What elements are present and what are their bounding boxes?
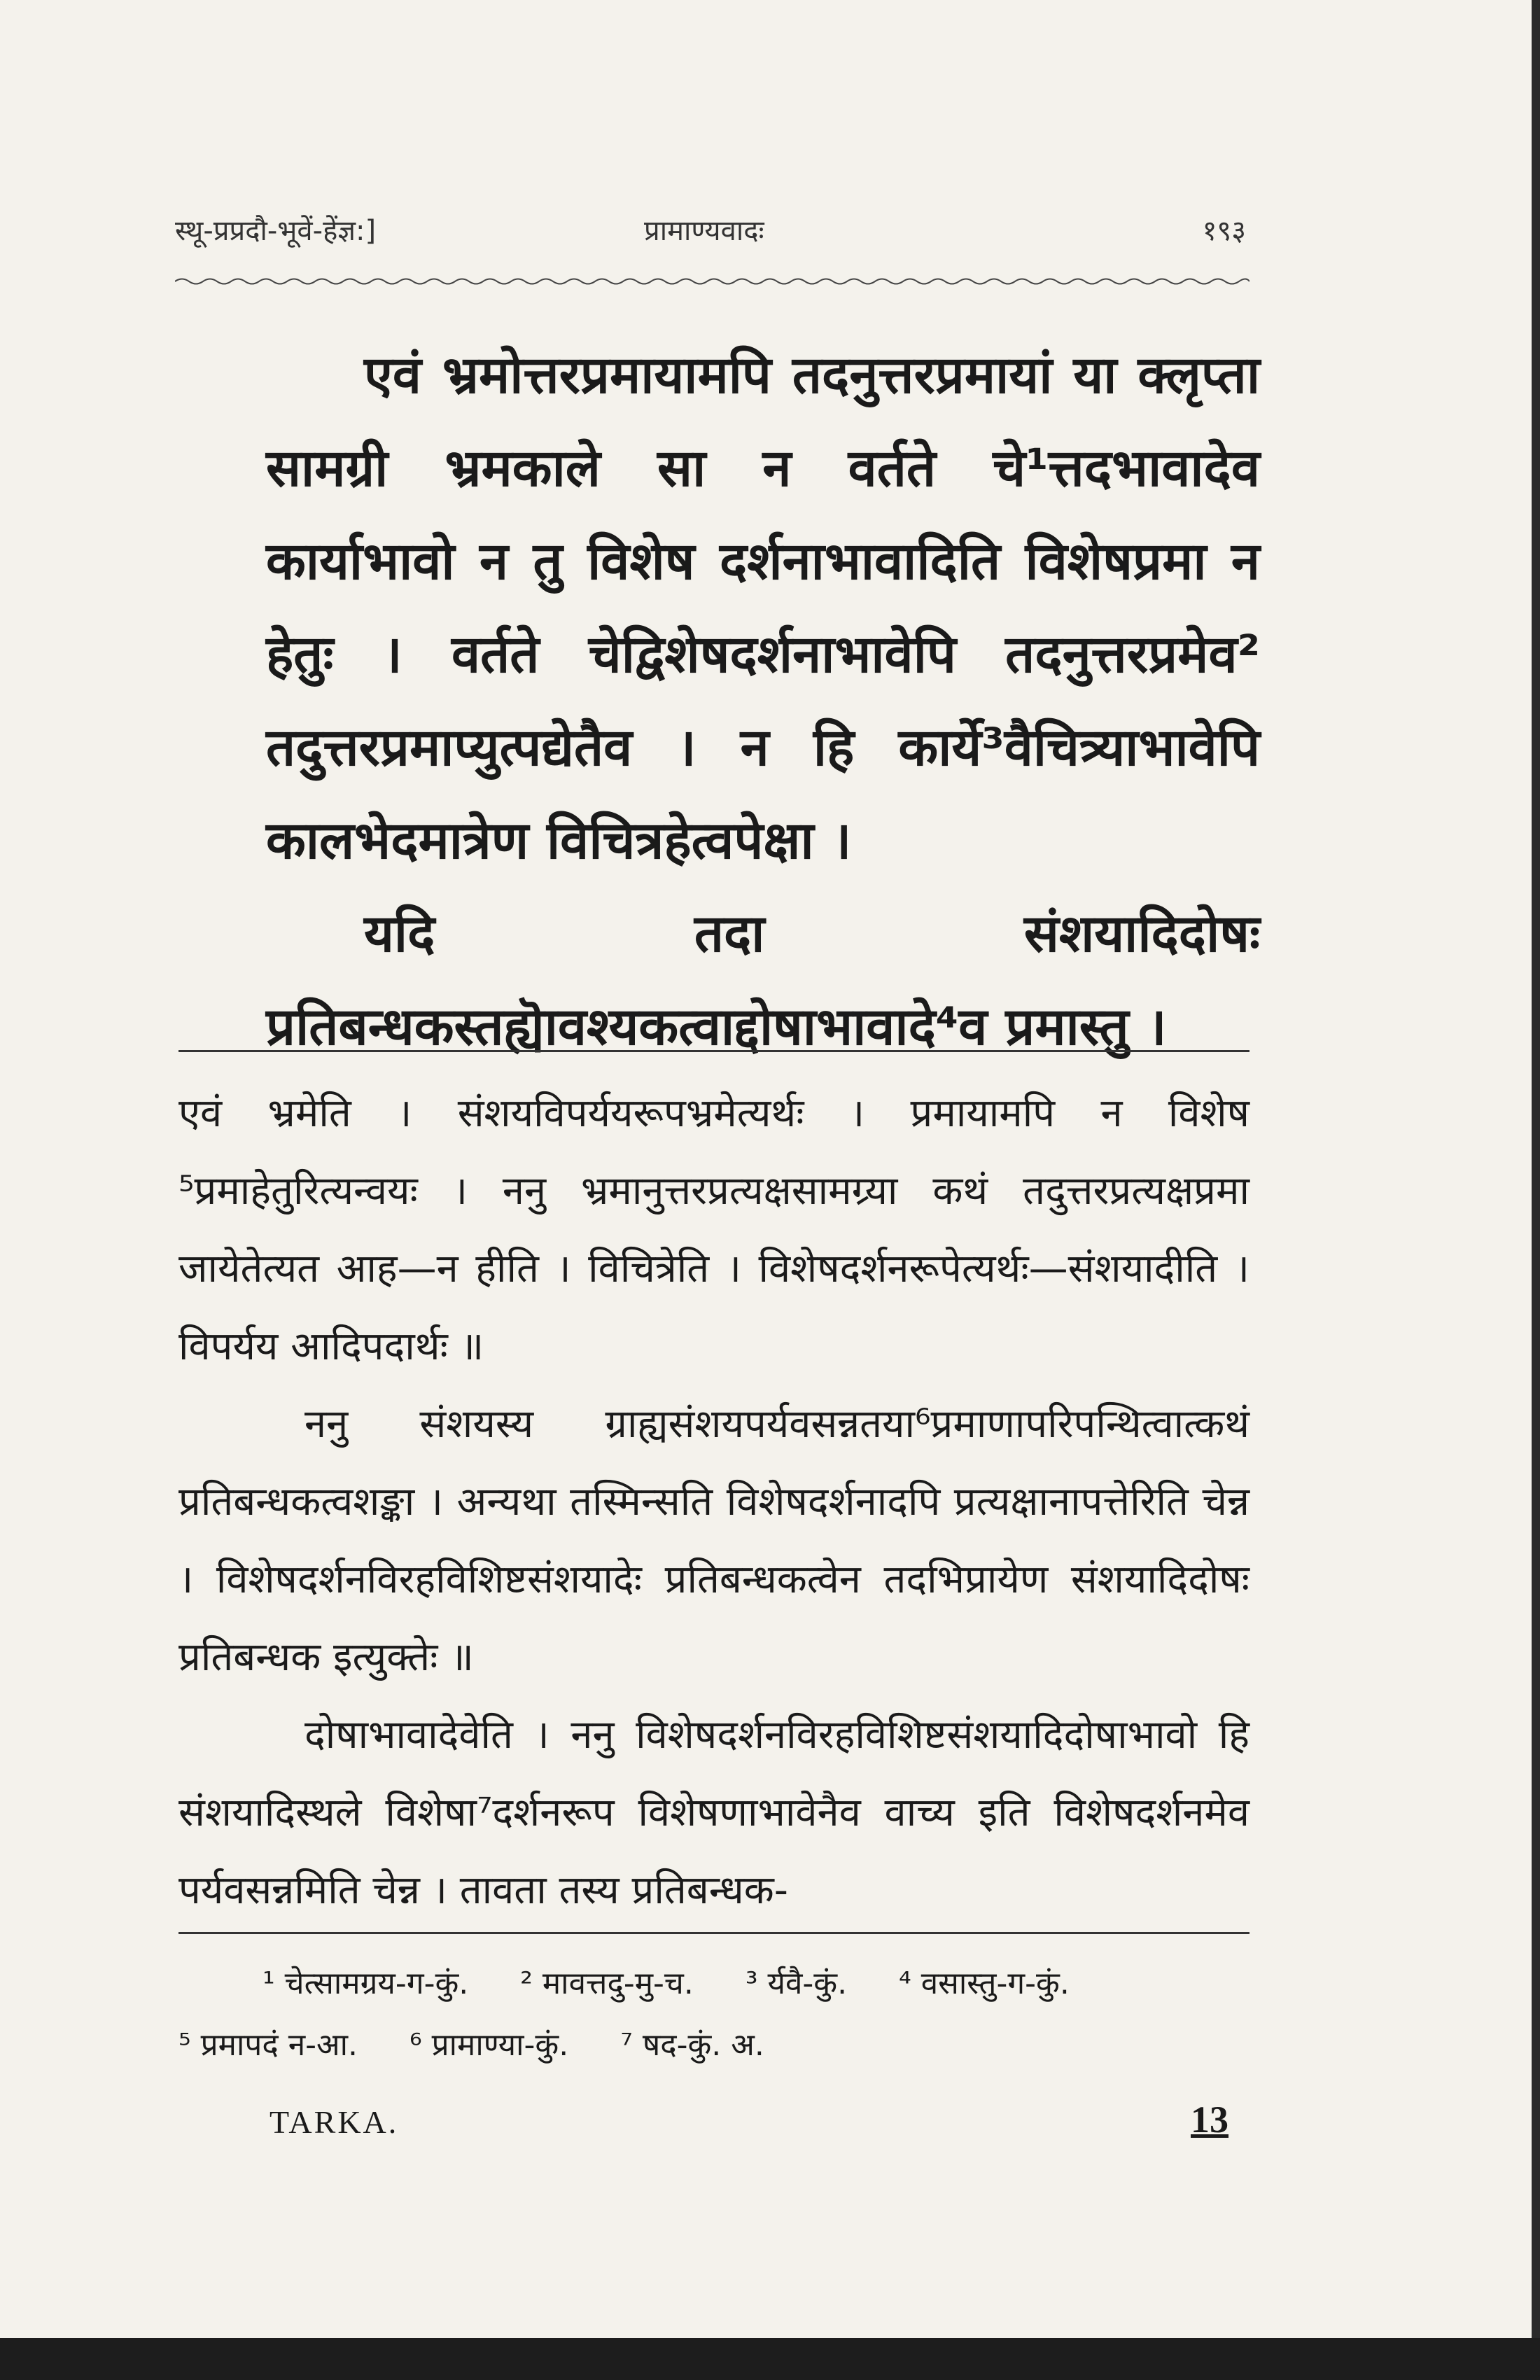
footnote: ⁵ प्रमापदं न-आ. — [178, 2027, 358, 2063]
footnote: ² मावत्तदु-मु-च. — [520, 1966, 694, 2001]
footnote: ⁶ प्रामाण्या-कुं. — [409, 2027, 569, 2063]
header-title: प्रामाण्यवादः — [644, 215, 764, 247]
commentary-paragraph: दोषाभावादेवेति । ननु विशेषदर्शनविरहविशिष्टसंशयादिदोषाभावो हि संशयादिस्थले विशेषा⁷दर्शनरूप विशेषणाभावेनैव वाच्य इति विशेषदर्शनमेव पर्यवसन्नमिति चेन्न । तावता तस्य प्रतिबन्धक- — [178, 1712, 1250, 1913]
header-wavy-rule — [175, 276, 1250, 286]
mula-paragraph: यदि तदा संशयादिदोषः प्रतिबन्धकस्तह्यॆावश्यकत्वाद्दोषाभावादे⁴व प्रमास्तु । — [266, 904, 1260, 1057]
footnote-line — [178, 2015, 1250, 2076]
footnote-divider — [178, 1932, 1250, 1934]
sheet-number: 13 — [1191, 2099, 1228, 2141]
footnote: ⁴ वसास्तु-ग-कुं. — [899, 1966, 1070, 2001]
footnote-line — [178, 1953, 1250, 2015]
commentary-paragraph: एवं भ्रमेति । संशयविपर्ययरूपभ्रमेत्यर्थः । प्रमायामपि न विशेष ⁵प्रमाहेतुरित्यन्वयः । ननु भ्रमानुत्तरप्रत्यक्षसामग्र्या कथं तदुत्तरप्रत्यक्षप्रमा जायेतेत्यत आह—न हीति । विचित्रेति । विशेषदर्शनरूपेत्यर्थः—संशयादीति । विपर्यय आदिपदार्थः ॥ — [178, 1091, 1250, 1369]
page-number: १९३ — [1202, 215, 1246, 247]
mula-text — [266, 329, 1260, 1074]
footnote: ¹ चेत्सामग्रय-ग-कुं. — [262, 1966, 469, 2001]
page-footer — [178, 2099, 1250, 2160]
footnotes — [178, 1953, 1250, 2076]
footnote: ⁷ षद-कुं. अ. — [620, 2027, 764, 2063]
commentary-text — [178, 1074, 1250, 1929]
scan-bottom-edge — [0, 2338, 1540, 2380]
running-header — [175, 210, 1246, 259]
text-commentary-divider — [178, 1050, 1250, 1052]
header-section-ref: स्थू-प्रप्रदौ-भूवें-हेंज्ञ:] — [175, 215, 377, 247]
scan-edge-shadow — [1532, 0, 1540, 2380]
footnote: ³ र्यवै-कुं. — [745, 1966, 848, 2001]
commentary-paragraph: ननु संशयस्य ग्राह्यसंशयपर्यवसन्नतया⁶प्रमाणापरिपन्थित्वात्कथं प्रतिबन्धकत्वशङ्का । अन्यथा तस्मिन्सति विशेषदर्शनादपि प्रत्यक्षानापत्तेरिति चेन्न । विशेषदर्शनविरहविशिष्टसंशयादेः प्रतिबन्धकत्वेन तदभिप्रायेण संशयादिदोषः प्रतिबन्धक इत्युक्तेः ॥ — [178, 1401, 1250, 1680]
signature-mark: TARKA. — [270, 2104, 399, 2140]
mula-paragraph: एवं भ्रमोत्तरप्रमायामपि तदनुत्तरप्रमायां या क्लृप्ता सामग्री भ्रमकाले सा न वर्तते चे¹त्तदभावादेव कार्याभावो न तु विशेष दर्शनाभावादिति विशेषप्रमा न हेतुः । वर्तते चेद्विशेषदर्शनाभावेपि तदनुत्तरप्रमेव² तदुत्तरप्रमाप्युत्पद्येतैव । न हि कार्ये³वैचित्र्याभावेपि कालभेदमात्रेण विचित्रहेत्वपेक्षा । — [266, 345, 1260, 871]
